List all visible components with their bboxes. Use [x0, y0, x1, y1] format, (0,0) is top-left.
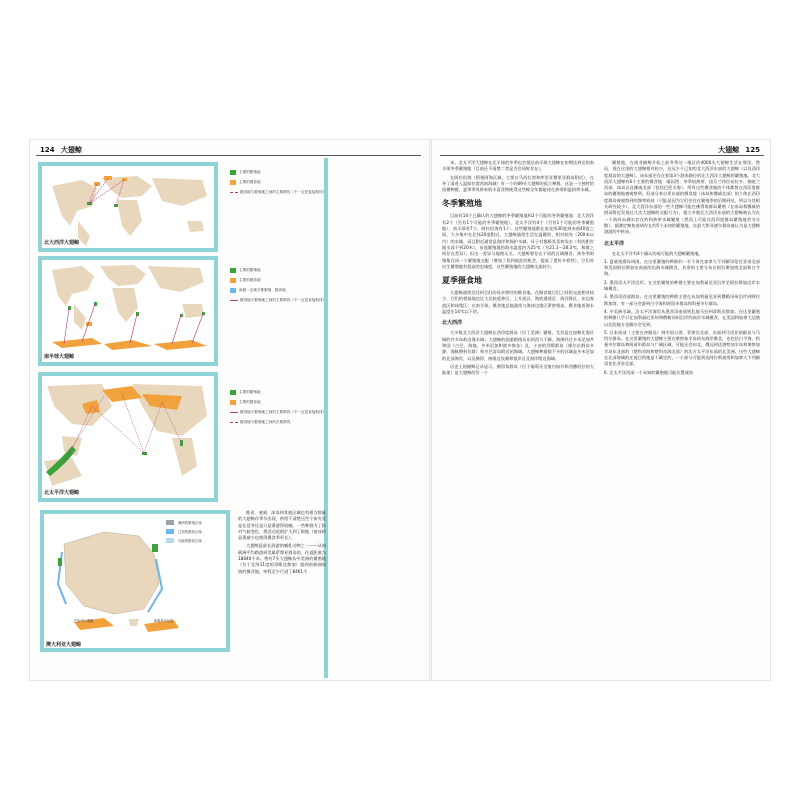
section-heading: 冬季繁殖地: [442, 199, 482, 209]
paragraph: 维省、斐威、冰岛和其他区域也有相当数量的大翅鲸存季节出现，供给不清楚这些个体究竟是在延冬还是只是滞游得较晚。一些种群为了防对气候变化，将活动范围扩大到了极地（南冰的显著减少也使得摄食季更长）。: [238, 510, 326, 541]
left-page-header: [36, 146, 421, 156]
place-label: 新喀里多尼亚: [154, 619, 174, 623]
legend-label: 主要的摄食地: [239, 400, 261, 404]
legend-label: 南极一定地方都繁殖、摄食地: [239, 288, 286, 292]
legend-label: 摄食地与繁殖地之间的主要路线（不一定是直接航线）: [240, 298, 327, 302]
left-page-number: 124: [40, 146, 55, 154]
map-caption: 北大西洋大翅鲸: [44, 240, 80, 246]
paragraph: 米。北太平洋大翅鲸在北半球的冬季也会抵达南半球大翅鲸在初期达到达的南半球冬季繁殖地（目前还不清楚二者是否会同时存在）。: [442, 160, 594, 172]
australia-legend: [178, 519, 228, 546]
section-heading: 北大西洋: [442, 320, 463, 327]
paragraph: 在北太平洋有4个确认的或可能的大翅鲸繁殖地。: [612, 250, 703, 256]
paragraph: 大多数北大西洋大翅鲸在西印度群岛（拉丁美洲）繁殖，尤其是在加勒比海区域的许多岛屿沿海水域；大翅鲸的洄游路线从东到西与不断，海绵经过多米尼加共和国（古巴、海地、多米尼加和波多黎各）及、小安的列斯群岛（维尔京群岛多源、海豚塑料位群）和多巴哥岛附近的海域。大翅鲸种群数不多的区域是多米尼加的北部海岸，以及佛得、纳维达浅滩和银岸区及海岸附近海域。: [442, 330, 594, 361]
paragraph: 历史上的捕鲸记录显示，佛得角群岛（位于葡萄牙至塞内加尔和西撒哈拉的大陆架）是大翅鲸的另一个: [442, 363, 594, 376]
world-map-north-pacific: [42, 376, 214, 498]
map-australia: [40, 510, 230, 652]
world-map-north-atlantic: [42, 166, 214, 248]
right-page-number: 125: [745, 146, 760, 154]
book-spine: [429, 140, 432, 680]
legend-southern-hemisphere: [230, 268, 330, 308]
legend-north-pacific: [230, 390, 330, 430]
world-map-southern-hemisphere: [42, 260, 214, 362]
legend-label: 主要的繁殖地: [239, 268, 261, 272]
map-north-pacific: [38, 372, 218, 502]
list-item: 1. 夏威夷群岛周围。在这里繁殖的种群约一半个体在加拿大不列颠哥伦比亚省北部和美国阿拉斯加东南部的沿海水域摄食，其余的主要分布在阿拉斯加湾北部和白令海。: [604, 258, 760, 277]
legend-label: 已知的摄食区域: [178, 530, 202, 534]
paragraph: 大翅鲸是最长洄游的哺乳动物之一——从南极洲平均路游到美属萨摩亚群岛的、往返距离为18840千米。曾有7头大翅鲸从中美洲的繁殖地（位于北纬11度的哥斯达黎加）游到南极洲周围的摄食地，单程至少行进了8461千: [238, 543, 326, 574]
section-heading: 夏季摄食地: [442, 276, 482, 286]
list-item: 6. 北太平洋西部一个未知的繁殖地可能位置或南: [604, 369, 694, 375]
paragraph: 目前有14个已确认的大翅鲸的冬季繁殖地和2个可能的冬季繁殖地：北大西洋有2个（另有1个可能的冬季繁殖地），北太平洋有4个（另有1个可能的冬季繁殖地），南半球有7个，阿拉伯海有1个。这些繁殖地都在南北纬30度到赤道40度之间，大多集中在北纬20度附近。大翅鲸通常生活在温暖的、相对较浅（200米以内）的水域，而且附近通常是海岸和保护水域。母子对都极其喜欢浅水（有的距岸地水深不到20米），首选繁殖地的海水温度约为25℃（为21.1～28.3℃，和群之间存在差异），但这一差异与地理无关。大翅鲸要存在不同的区域摄食，到冬季则聚集在同一个繁殖地交配（增加了找到彼此的机会，提高了遗传多样性）。它们对出生繁殖地有很高的忠诚度，这些繁殖地的大翅鲸交流较少。: [442, 213, 594, 269]
legend-label: 主要的摄食地: [239, 278, 261, 282]
legend-label: 可能的摄食区域: [178, 539, 202, 543]
paragraph: 大翅鲸通常会回到它们的母亲曾经的摄食地。在摄食地它们之间的交流相对较少，它们的相似地也比大比较延伸区，上升流区、海底通道区、海洋锋区、东边界流区和冰缘区；在南半球，摄食地总地通常与海冰边缘区紧密相连。摄食地着海水温度在14℃以下的。: [442, 290, 594, 315]
list-item: 3. 墨西哥西部群岛。在这里繁殖的种群主要在从加利福尼亚到俄勒冈州沿岸到阿拉斯加湾，有一部分会游到白令海和阿留申群岛和科曼多尔群岛。: [604, 294, 760, 306]
section-heading: 北太平洋: [604, 240, 625, 247]
paragraph: 在阿拉伯海（阿曼阿海区域，主要在马西拉湾和库里亚穆里亚群岛附近），在冬了清进入温如拉湾西南海域）有一个约89头大翅鲸的孤立种群。这是一个独特的留栖种群，夏季季风带来的丰富食物使得这些鲸全年都能待在热带和温热带水域。: [442, 174, 594, 193]
legend-label: 主要的摄食地: [239, 180, 261, 184]
right-page-header: [440, 146, 764, 156]
legend-label: 澳洲的繁殖区域: [178, 521, 202, 525]
list-item: 5. 日本南部（主要在冲绳岛）到中国台湾、菲律宾北部、东部到马里亚纳群岛与马绍尔群岛。在这里繁殖的大翅鲸主要在堪察加半岛的东海岸摄食，也包括白令海、科曼多尔群岛和阿留申群岛与广阔区域，可能还会向北，俄远到达堪察加半岛和堪察加半岛东北部的（楚科奇海和楚科奇海北部）的北方太平洋东部的北美洲。这些大翅鲸在北部海域的迁徙目的地是不确定的，一小部分可能到达阿拉斯加湾和加拿大不列颠哥伦比亚省北部。: [604, 329, 760, 367]
book-spread: [30, 140, 770, 680]
list-item: 2. 墨西哥太平洋沿岸。在这里繁殖的种群主要在加利福尼亚沿岸至阿拉斯加沿岸水域摄食。: [604, 279, 760, 292]
legend-label: 主要的繁殖地: [239, 390, 261, 394]
map-caption: 澳大利亚大翅鲸: [46, 642, 82, 648]
right-page-column-1: [442, 160, 594, 378]
right-page-column-2: [604, 160, 760, 378]
legend-label: 主要的繁殖地: [239, 170, 261, 174]
legend-label: 摄食地与繁殖地之间的次要路线: [240, 420, 291, 424]
place-label: 巴哈州大堡礁: [74, 619, 94, 623]
right-page-title: 大翅鲸: [718, 146, 740, 154]
paragraph: 繁殖地，在商业捕鲸开始之前冬季这一地区约4000头大翅鲸生活在那里。然而，现在这里的大翅鲸相对较少，这远少于已知的北大西洋东部的大翅鲸（以及西印度群岛的大翅鲸）。该东部还存在着第3个洄来路径的北大西洋大翅鲸的繁殖地。北大西洋大翅鲸有6个主要的摄食地：缅因湾、冬季较热带，纽芬兰和拉布拉多、格陵兰西部、冰岛以及挪威北部（包括巴伦支海），所有这些摄食地的个体都曾在西印度群岛的繁殖地被观察到。但部分来自更东部的摄食地（冰岛和挪威北部）的个体在西印度群岛被观察到的频率较低（可能是因为它们往往在繁殖季的后期到达，所以与其相关研究较少）。北大西洋东部的一些大翅鲸可能在佛得角群岛繁殖（在冰岛和挪威的照岛附近发现过几次大翅鲸的交配行为），根大多数北大西洋东部的大翅鲸被认为在一个尚尚未确实存在的和热带水域繁殖（然而上可能比西印度群岛繁殖地更为分散）。据测定鲸鱼南胡存在约5个未知的繁殖地，在最大和亚速尔群岛被认为是大翅鲸洄游的中转站。: [604, 160, 760, 235]
legend-label: 摄食地与繁殖地之间的主要路线（不一定是直接航线）: [240, 410, 327, 414]
list-item: 4. 中美洲水域。沿太平洋海岸从墨西哥南部到危地马拉到哥斯达黎加。在这里繁殖的种群几乎只在加利福尼亚州和俄勒冈州沿岸的高岸水域摄食。在美国和加拿大边境以北的地方也偶尔会见到。: [604, 308, 760, 327]
map-north-atlantic: [38, 162, 218, 252]
map-caption: 南半球大翅鲸: [44, 354, 75, 360]
map-southern-hemisphere: [38, 256, 218, 366]
left-page-title: 大翅鲸: [60, 146, 82, 154]
legend-north-atlantic: [230, 170, 330, 200]
legend-label: 摄食地与繁殖地之间的主要路线（不一定是直接航线）: [240, 190, 327, 194]
map-caption: 北太平洋大翅鲸: [44, 490, 80, 496]
left-page-body-text: [238, 510, 326, 577]
